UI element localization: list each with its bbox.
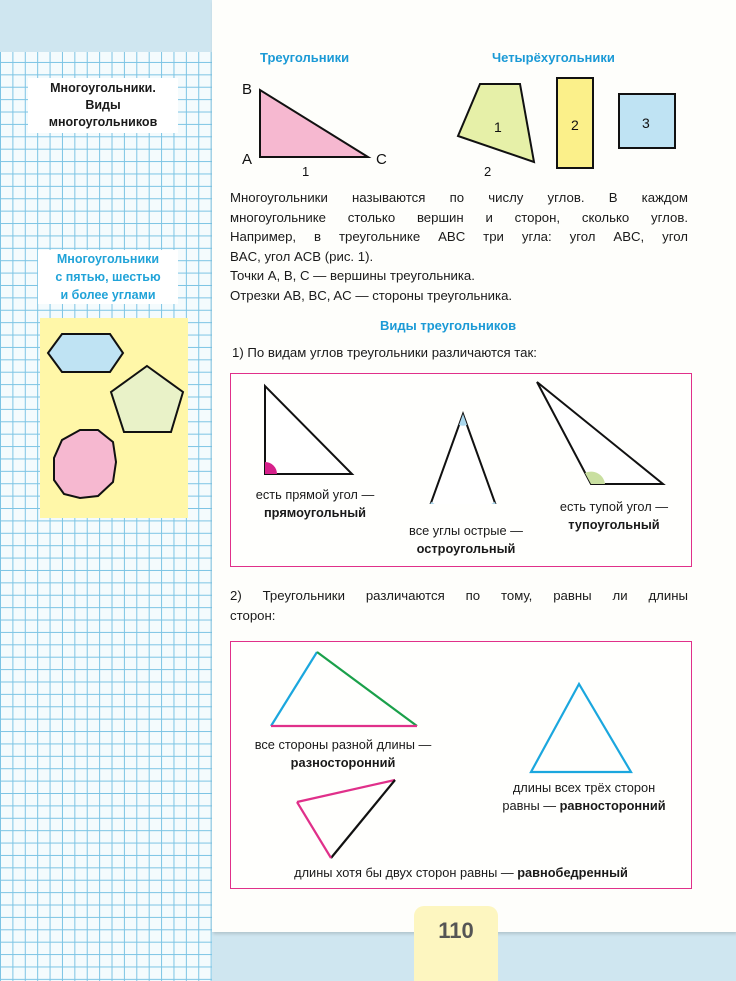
kinds-heading: Виды треугольников [380,318,517,333]
angle-types-frame [230,373,692,567]
right-triangle [265,386,352,474]
top-figures [232,72,692,184]
vertex-a-label: A [242,151,253,168]
quadrilaterals-heading: Четырёхугольники [492,50,615,65]
rule-1-text: 1) По видам углов треугольники различаются так: [232,345,537,360]
side-types-frame [230,641,692,889]
quad-1-label: 1 [494,119,502,135]
obtuse-triangle-caption: есть тупой угол — тупоугольный [559,499,669,532]
sidebar-title: Многоугольники. Виды многоугольников [28,78,178,133]
pentagon-shape [111,366,183,432]
acute-triangle-caption: все углы острые — остроугольный [409,523,523,556]
page-number: 110 [438,918,474,943]
polygons-example-box [40,318,188,518]
isosceles-side-3 [297,802,331,858]
isosceles-caption: длины хотя бы двух сторон равны — равнобедренный [294,865,628,880]
angle-types-figures [231,374,691,504]
sidebar-subtitle: Многоугольники с пятью, шестью и более углами [38,250,178,304]
right-triangle-caption: есть прямой угол — прямоугольный [255,487,375,520]
scalene-side-2 [317,652,417,726]
hexagon-shape [48,334,123,372]
equilateral-caption: длины всех трёх сторон равны — равносторонний [502,780,666,813]
triangles-heading: Треугольники [260,50,350,65]
vertex-b-label: B [242,81,253,98]
polygons-illustration [40,318,188,518]
vertex-c-label: C [376,151,387,168]
figure-1-label: 1 [302,164,310,179]
rule-2-text: 2) Треугольники различаются по тому, равны ли длины сторон: [230,588,688,623]
equilateral-triangle [531,684,631,772]
quad-3-label: 3 [642,115,650,131]
acute-triangle [427,414,499,504]
scalene-side-1 [271,652,317,726]
octagon-shape [54,430,116,498]
obtuse-triangle [537,382,663,484]
quad-2-label: 2 [571,117,579,133]
figure-2-label: 2 [484,164,492,179]
left-tab-top [0,0,212,52]
triangle-abc [260,90,368,157]
scalene-caption: все стороны разной длины — разносторонний [254,737,432,770]
intro-paragraph: Многоугольники называются по числу углов. В каждом многоугольнике столько вершин и сторон, сколько углов. Например, в треугольнике ABC три угла: угол ABC, угол BAC, угол ACB (рис. 1). Точки A, B, C — вершины треугольника. Отрезки AB, BC, AC — стороны треугольника. [230,190,688,303]
